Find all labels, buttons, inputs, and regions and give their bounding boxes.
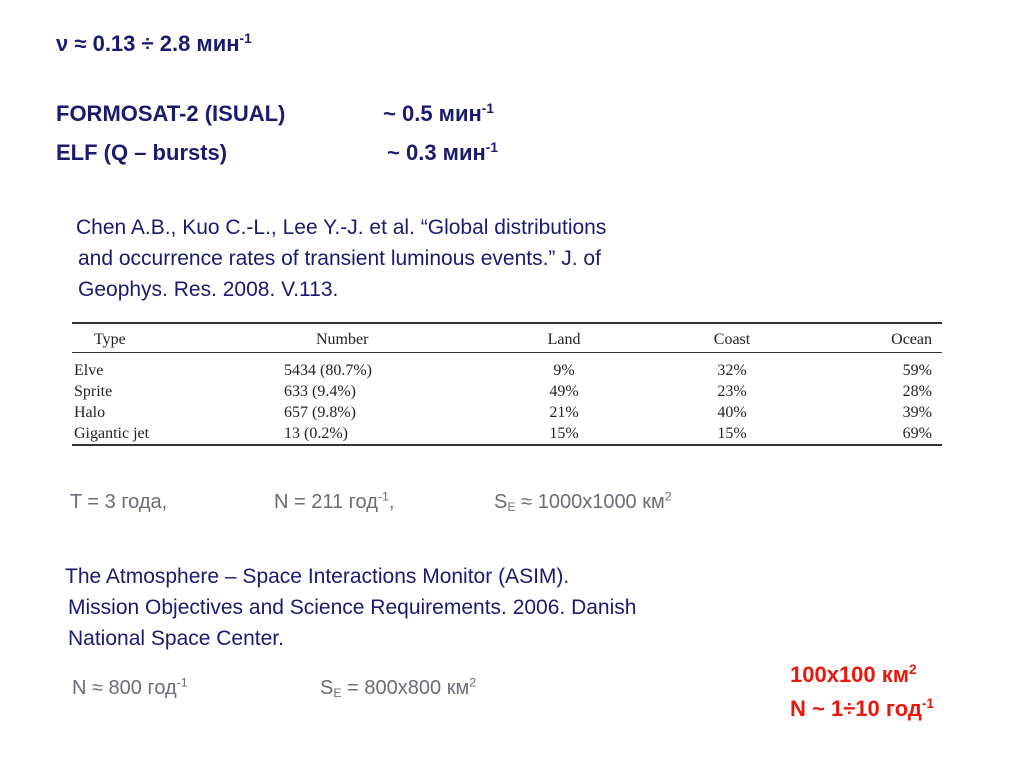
formosat-value: 0.5 мин — [401, 101, 482, 126]
cell-coast: 32% — [717, 362, 747, 379]
cell-land: 9% — [553, 362, 575, 379]
nu-symbol: ν — [56, 31, 69, 56]
observation-area — [494, 491, 672, 514]
event-count-value: N = 211 год — [274, 491, 378, 513]
header-type: Type — [94, 331, 126, 348]
highlight-rate-value: N ~ 1÷10 год — [790, 696, 922, 721]
cell-land: 49% — [549, 383, 579, 400]
highlight-area-value: 100x100 км — [790, 662, 910, 687]
reference-line: National Space Center. — [68, 627, 284, 650]
area-subscript: E — [507, 500, 516, 515]
elf-rate — [387, 140, 498, 166]
rate-high: 2.8 мин — [159, 31, 240, 56]
reference-asim — [65, 561, 636, 654]
cell-type: Gigantic jet — [74, 425, 150, 442]
event-count-comma: , — [388, 491, 395, 513]
rate-exponent: -1 — [239, 30, 252, 46]
highlight-rate — [790, 692, 934, 726]
header-coast: Coast — [713, 331, 751, 348]
area-symbol: S — [494, 491, 508, 513]
table-bottom-rule — [72, 444, 942, 446]
header-land: Land — [547, 331, 581, 348]
observation-period: T = 3 года, — [70, 491, 168, 513]
header-ocean: Ocean — [891, 331, 932, 348]
area-symbol: S — [320, 677, 334, 699]
formosat-label: FORMOSAT-2 (ISUAL) — [56, 101, 286, 126]
reference-line: Mission Objectives and Science Requirements. 2006. Danish — [68, 596, 637, 619]
table-header-rule — [72, 352, 942, 353]
tilde-symbol: ~ — [387, 140, 400, 165]
cell-land: 21% — [549, 404, 579, 421]
cell-land: 15% — [549, 425, 579, 442]
area-value: ≈ 1000x1000 км — [515, 491, 665, 513]
reference-chen — [76, 212, 606, 305]
asim-count-value: N ≈ 800 год — [72, 677, 177, 699]
highlight-area — [790, 658, 934, 692]
highlight-box — [790, 658, 934, 726]
cell-coast: 23% — [717, 383, 747, 400]
divide-symbol: ÷ — [141, 31, 154, 56]
approx-symbol: ≈ — [74, 31, 87, 56]
asim-area — [320, 677, 476, 700]
table-top-rule — [72, 322, 942, 324]
area-exponent: 2 — [664, 489, 672, 504]
elf-value: 0.3 мин — [405, 140, 486, 165]
formosat-rate — [383, 101, 494, 127]
cell-type: Halo — [74, 404, 106, 421]
cell-coast: 40% — [717, 404, 747, 421]
asim-event-count — [72, 677, 188, 700]
cell-ocean: 39% — [902, 404, 932, 421]
cell-ocean: 69% — [902, 425, 932, 442]
event-count — [274, 491, 394, 514]
area-value: = 800x800 км — [341, 677, 470, 699]
cell-number: 13 (0.2%) — [284, 425, 348, 442]
cell-ocean: 59% — [902, 362, 932, 379]
highlight-rate-exponent: -1 — [921, 695, 934, 711]
rate-range-line — [56, 31, 252, 57]
formosat-exponent: -1 — [481, 100, 494, 116]
tle-distribution-table — [72, 322, 942, 446]
elf-label: ELF (Q – bursts) — [56, 140, 228, 165]
rate-low: 0.13 — [92, 31, 136, 56]
reference-line: Geophys. Res. 2008. V.113. — [78, 278, 339, 301]
cell-coast: 15% — [717, 425, 747, 442]
cell-number: 633 (9.4%) — [284, 383, 356, 400]
cell-number: 5434 (80.7%) — [284, 362, 372, 379]
tilde-symbol: ~ — [383, 101, 396, 126]
cell-type: Sprite — [74, 383, 113, 400]
elf-exponent: -1 — [485, 139, 498, 155]
area-exponent: 2 — [469, 675, 477, 690]
highlight-area-exponent: 2 — [909, 661, 917, 677]
header-number: Number — [316, 331, 369, 348]
asim-count-exponent: -1 — [176, 675, 188, 690]
cell-ocean: 28% — [902, 383, 932, 400]
cell-number: 657 (9.8%) — [284, 404, 356, 421]
reference-line: Chen A.B., Kuo C.-L., Lee Y.-J. et al. “Global distributions — [76, 216, 607, 239]
cell-type: Elve — [74, 362, 104, 379]
reference-line: and occurrence rates of transient luminous events.” J. of — [78, 247, 601, 270]
area-subscript: E — [333, 686, 342, 701]
event-count-exponent: -1 — [377, 489, 389, 504]
reference-line: The Atmosphere – Space Interactions Monitor (ASIM). — [65, 565, 570, 588]
